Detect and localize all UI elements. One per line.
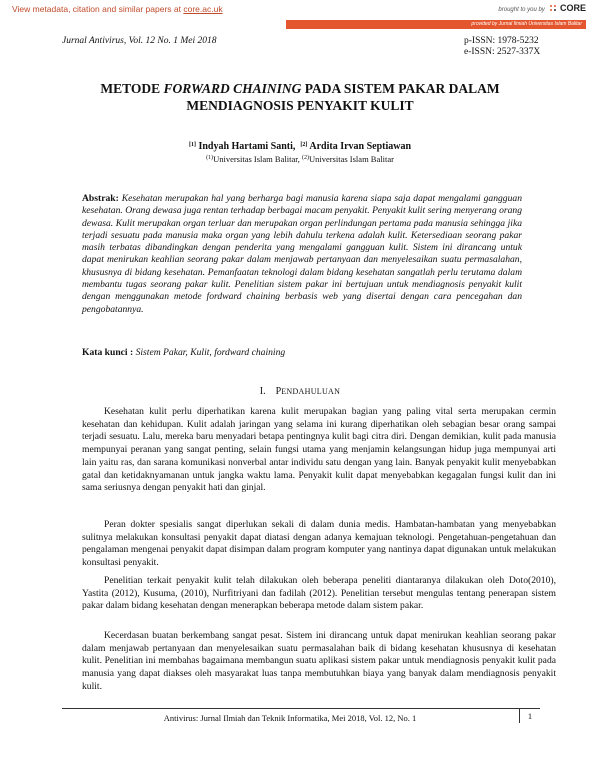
page-number: 1 [519,708,540,723]
author-2: Ardita Irvan Septiawan [307,141,412,152]
provided-by-banner: provided by Jurnal Ilmiah Universitas Islam Balitar [286,20,586,29]
paper-title [62,80,538,114]
keywords-label: Kata kunci : [82,347,134,358]
paragraph: Penelitian terkait penyakit kulit telah dilakukan oleh beberapa peneliti diantaranya dilakukan oleh Doto(2010), Yastita (2012), Kusuma, (2010), Nurfitriyani dan fadilah (2012). Penelitian tersebut mengulas tentang penerapan sistem pakar dalam bidang kesehatan dengan menerapkan beberapa metode dalam sistem pakar. [82,575,556,612]
title-line-1: METODE FORWARD CHAINING PADA SISTEM PAKAR DALAM [100,81,500,96]
core-brought-by: brought to you by CORE [498,3,586,13]
paragraph: Peran dokter spesialis sangat diperlukan sekali di dalam dunia medis. Hambatan-hambatan yang menyebabkan sulitnya melakukan konsultasi penyakit dapat diatasi dengan adanya kemajuan teknologi. Pengetahuan-pengetahuan dan pengalaman mengenai penyakit dapat disimpan dalam program komputer yang nantinya dapat digunakan untuk melakukan konsultasi penyakit. [82,519,556,569]
author-1: Indyah Hartami Santi, [195,141,296,152]
core-banner [0,0,600,22]
paragraph: Kesehatan kulit perlu diperhatikan karena kulit merupakan bagian yang paling vital serta merupakan cermin kesehatan dan kehidupan. Kulit adalah jaringan yang selama ini kurang diperhatikan oleh sebagian besar orang sampai terjadi sesuatu. Lalu, mereka baru menyadari betapa pentingnya kulit bagi citra diri. Dengan demikian, kulit pada manusia mempunyai peranan yang sangat penting, selain fungsi utama yang menjamin kelangsungan hidup juga mempunyai arti lain yaitu ras, dan sarana komunikasi nonverbal antar individu satu dengan yang lain. Banyak penyakit kulit menyebabkan gatal dan ketidaknyamanan untuk jangka waktu lama. Penyakit kulit dapat menyebabkan kegagalan fungsi kulit dan ini sama seriusnya dengan penyakit hati dan ginjal. [82,406,556,494]
keywords-value: Sistem Pakar, Kulit, fordward chaining [133,347,286,358]
issn-block [464,36,540,58]
author-list: [1] Indyah Hartami Santi, [2] Ardita Irvan Septiawan [188,141,412,152]
eissn: e-ISSN: 2527-337X [464,47,541,57]
affiliations: $^{(1)}$Universitas Islam Balitar, $^{(2)}$Universitas Islam Balitar [206,154,394,164]
keywords [82,347,522,358]
core-metadata-link[interactable]: View metadata, citation and similar papers at core.ac.uk [12,4,223,14]
section-heading: I. PENDAHULUAN [259,386,341,397]
title-line-2: MENDIAGNOSIS PENYAKIT KULIT [186,98,414,113]
footer-divider [62,708,540,709]
footer-text: Antivirus: Jurnal Ilmiah dan Teknik Informatika, Mei 2018, Vol. 12, No. 1 [163,713,417,723]
abstract-label: Abstrak: [82,193,119,204]
paragraph: Kecerdasan buatan berkembang sangat pesat. Sistem ini dirancang untuk dapat menirukan keahlian seorang pakar dalam menjawab pertanyaan dan menyelesaikan suatu permasalahan baik di bidang kesehatan khususnya di kesehatan kulit. Penelitian ini membahas bagaimana membangun suatu aplikasi sistem pakar untuk mendiagnosis penyakit kulit pada manusia yang dapat diakses oleh masyarakat luas tanpa membutuhkan biaya yang banyak dalam mendiagnosis penyakit kulit. [82,630,556,692]
pissn: p-ISSN: 1978-5232 [464,36,539,46]
journal-header: Jurnal Antivirus, Vol. 12 No. 1 Mei 2018 [62,36,217,46]
core-logo[interactable]: CORE [549,3,586,13]
abstract [82,193,522,316]
section-number: I. [259,386,266,397]
abstract-body: Kesehatan merupakan hal yang berharga bagi manusia karena siapa saja dapat mengalami gangguan kesehatan. Orang dewasa juga rentan terhadap berbagai macam penyakit. Penyakit kulit sering menyerang orang dewasa. Kulit merupakan organ terluar dan merupakan organ perlindungan pertama pada manusia sehingga jika terjadi sesuatu pada manusia maka organ yang lebih dahulu terkena adalah kulit. Ketersediaan seorang pakar masih terbatas dibandingkan dengan penderita yang mengalami gangguan kulit. Sistem ini dirancang untuk dapat menirukan keahlian seorang pakar dalam menjawab pertanyaan dan menyelesaikan suatu permasalahan, khususnya di bidang kesehatan. Pemanfaatan teknologi dalam bidang kesehatan sangatlah perlu terutama dalam membantu tugas seorang pakar kulit. Penelitian sistem pakar ini bertujuan untuk mendiagnosis penyakit kulit dengan menggunakan metode fordward chaining berbasis web yang disertai dengan cara pencegahan dan pengobatannya. [82,193,522,315]
core-logo-icon [549,4,557,12]
section-title: ENDAHULUAN [281,387,341,396]
